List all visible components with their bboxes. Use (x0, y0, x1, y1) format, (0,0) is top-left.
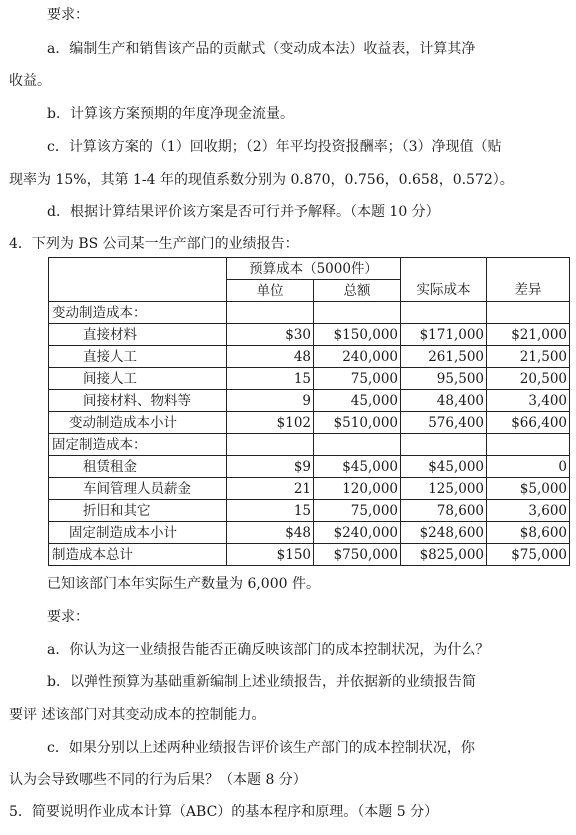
header-unit: 单位 (227, 280, 314, 302)
cell-variance: 21,500 (487, 346, 570, 368)
cell-unit: $48 (227, 522, 314, 544)
table-row (49, 324, 570, 346)
row-label: 折旧和其它 (49, 500, 227, 522)
section-row-fixed (49, 434, 570, 456)
subtotal-row (49, 522, 570, 544)
grand-total-row (49, 544, 570, 566)
header-total: 总额 (314, 280, 401, 302)
requirement-4c-line2: 认为会导致哪些不同的行为后果？（本题 8 分） (9, 772, 307, 788)
header-variance: 差异 (487, 280, 570, 302)
cell-actual: 125,000 (401, 478, 487, 500)
cell-actual: 576,400 (401, 412, 487, 434)
cell-total: 120,000 (314, 478, 401, 500)
header-blank-cell (49, 258, 227, 280)
question-4-title: 4．下列为 BS 公司某一生产部门的业绩报告： (9, 236, 299, 252)
subtotal-row (49, 412, 570, 434)
cell-total: $45,000 (314, 456, 401, 478)
row-label: 间接人工 (49, 368, 227, 390)
section-heading: 变动制造成本： (49, 302, 227, 324)
cell-total: 75,000 (314, 500, 401, 522)
section-row-variable (49, 302, 570, 324)
cell-variance: 20,500 (487, 368, 570, 390)
table-header-row-2 (49, 280, 570, 302)
requirement-4c-line1: c．如果分别以上述两种业绩报告评价该生产部门的成本控制状况，你 (47, 740, 475, 756)
performance-report-table (48, 257, 569, 566)
cell-total: $240,000 (314, 522, 401, 544)
row-label: 直接材料 (49, 324, 227, 346)
cell-unit: 48 (227, 346, 314, 368)
requirements-heading-2: 要求： (47, 609, 89, 625)
requirement-b: b．计算该方案预期的年度净现金流量。 (47, 106, 294, 122)
requirement-4b-line2: 要评 述该部门对其变动成本的控制能力。 (9, 707, 266, 723)
cell-unit: $150 (227, 544, 314, 566)
header-actual: 实际成本 (401, 280, 487, 302)
row-label: 固定制造成本小计 (49, 522, 227, 544)
table-row (49, 478, 570, 500)
cell-actual: $248,600 (401, 522, 487, 544)
row-label: 制造成本总计 (49, 544, 227, 566)
cell-unit: $102 (227, 412, 314, 434)
table-row (49, 346, 570, 368)
row-label: 间接材料、物料等 (49, 390, 227, 412)
row-label: 变动制造成本小计 (49, 412, 227, 434)
cell-variance: $8,600 (487, 522, 570, 544)
cell-actual: 261,500 (401, 346, 487, 368)
table-row (49, 368, 570, 390)
cell-variance: 3,400 (487, 390, 570, 412)
cell-unit: $30 (227, 324, 314, 346)
cell-variance: $66,400 (487, 412, 570, 434)
cell-unit: 21 (227, 478, 314, 500)
question-5: 5．简要说明作业成本计算（ABC）的基本程序和原理。（本题 5 分） (9, 804, 439, 820)
cell-actual: 78,600 (401, 500, 487, 522)
header-blank-cell (487, 258, 570, 280)
row-label: 直接人工 (49, 346, 227, 368)
table-header-row-1 (49, 258, 570, 280)
cell-variance: $21,000 (487, 324, 570, 346)
cell-variance: $75,000 (487, 544, 570, 566)
section-heading: 固定制造成本： (49, 434, 227, 456)
cell-actual: 48,400 (401, 390, 487, 412)
cell-unit: 15 (227, 500, 314, 522)
cell-variance: 3,600 (487, 500, 570, 522)
requirements-heading: 要求： (47, 7, 89, 23)
table-row (49, 500, 570, 522)
cell-unit: 15 (227, 368, 314, 390)
known-condition: 已知该部门本年实际生产数量为 6,000 件。 (47, 576, 320, 592)
cell-actual: $45,000 (401, 456, 487, 478)
cell-actual: 95,500 (401, 368, 487, 390)
cell-total: 240,000 (314, 346, 401, 368)
requirement-c-line1: c．计算该方案的（1）回收期；（2）年平均投资报酬率；（3）净现值（贴 (47, 139, 502, 155)
cell-variance: 0 (487, 456, 570, 478)
cell-variance: $5,000 (487, 478, 570, 500)
cell-actual: $825,000 (401, 544, 487, 566)
cell-total: 75,000 (314, 368, 401, 390)
header-blank-cell (401, 258, 487, 280)
requirement-c-line2: 现率为 15%，其第 1-4 年的现值系数分别为 0.870，0.756，0.658，0.572）。 (9, 172, 514, 188)
cell-total: 45,000 (314, 390, 401, 412)
requirement-a-line1: a．编制生产和销售该产品的贡献式（变动成本法）收益表，计算其净 (47, 41, 476, 57)
requirement-d: d．根据计算结果评价该方案是否可行并予解释。（本题 10 分） (47, 204, 440, 220)
header-blank-cell (49, 280, 227, 302)
cell-unit: 9 (227, 390, 314, 412)
cell-total: $750,000 (314, 544, 401, 566)
table-row (49, 456, 570, 478)
row-label: 车间管理人员薪金 (49, 478, 227, 500)
requirement-4b-line1: b．以弹性预算为基础重新编制上述业绩报告，并依据新的业绩报告简 (47, 674, 476, 690)
cell-total: $150,000 (314, 324, 401, 346)
row-label: 租赁租金 (49, 456, 227, 478)
requirement-a-line2: 收益。 (9, 73, 51, 89)
table-row (49, 390, 570, 412)
cell-unit: $9 (227, 456, 314, 478)
header-budget-group: 预算成本（5000件） (227, 258, 401, 280)
cell-actual: $171,000 (401, 324, 487, 346)
requirement-4a: a．你认为这一业绩报告能否正确反映该部门的成本控制状况，为什么？ (47, 642, 490, 658)
cell-total: $510,000 (314, 412, 401, 434)
